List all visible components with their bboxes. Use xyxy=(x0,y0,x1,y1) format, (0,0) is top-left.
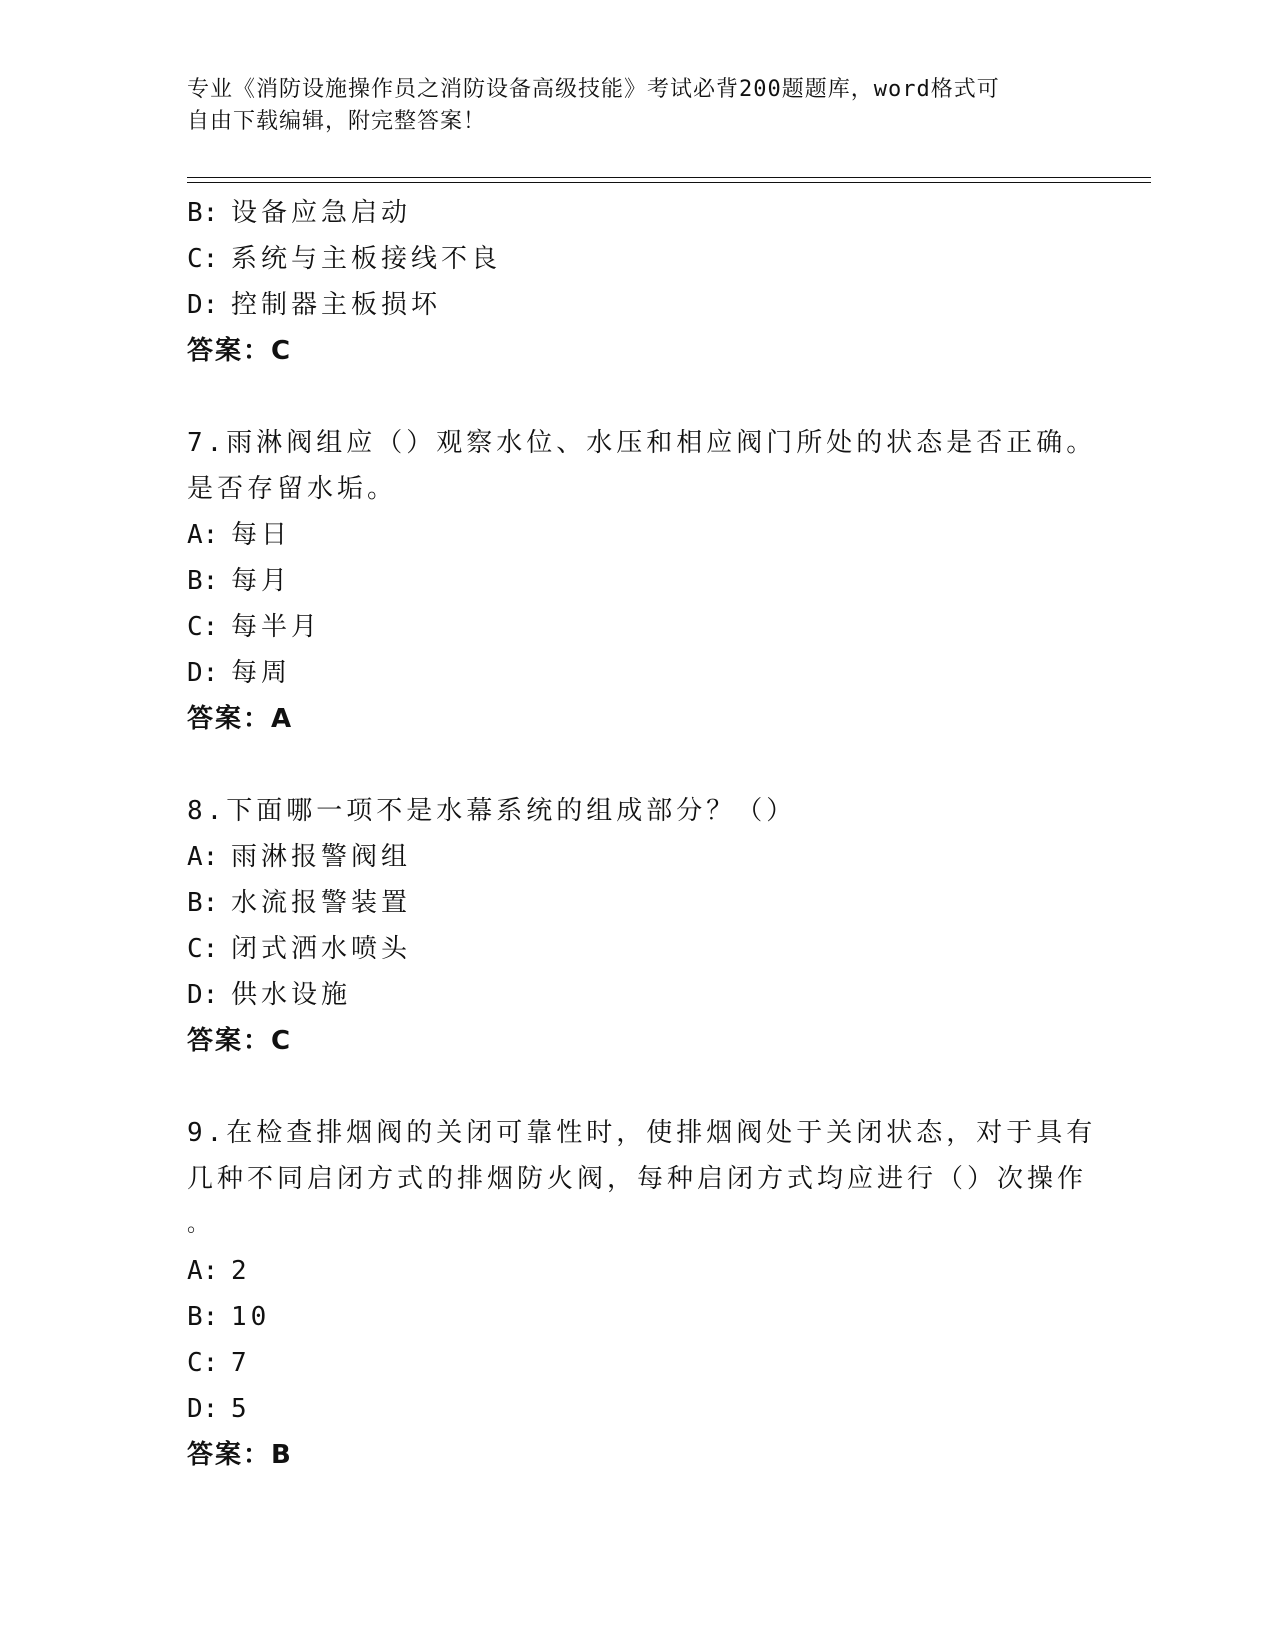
option-text: 7 xyxy=(231,1348,251,1378)
option-key: A: xyxy=(187,520,219,550)
option-text: 每日 xyxy=(231,520,292,550)
question-9 xyxy=(187,1110,1097,1478)
option-key: C: xyxy=(187,934,219,964)
option-key: C: xyxy=(187,612,219,642)
option-key: B: xyxy=(187,1302,219,1332)
option-a xyxy=(187,834,1087,880)
question-stem-line-3: 。 xyxy=(187,1212,214,1237)
spacer xyxy=(187,1064,1087,1110)
question-8 xyxy=(187,788,1087,1064)
option-text: 设备应急启动 xyxy=(231,198,412,228)
option-b xyxy=(187,1294,1087,1340)
question-stem-line-1: 8.下面哪一项不是水幕系统的组成部分？（） xyxy=(187,796,797,826)
option-text: 每半月 xyxy=(231,612,322,642)
option-text: 5 xyxy=(231,1394,251,1424)
option-d xyxy=(187,1386,1087,1432)
option-key: B: xyxy=(187,566,219,596)
option-d xyxy=(187,972,1087,1018)
option-key: C: xyxy=(187,244,219,274)
option-key: A: xyxy=(187,842,219,872)
spacer xyxy=(187,374,1087,420)
question-stem-line-1: 9.在检查排烟阀的关闭可靠性时，使排烟阀处于关闭状态，对于具有 xyxy=(187,1118,1097,1148)
option-key: A: xyxy=(187,1256,219,1286)
option-c xyxy=(187,926,1087,972)
question-stem-line-2: 几种不同启闭方式的排烟防火阀，每种启闭方式均应进行（）次操作 xyxy=(187,1164,1088,1194)
header-divider-bottom xyxy=(187,182,1151,183)
option-c xyxy=(187,604,1087,650)
option-c xyxy=(187,1340,1087,1386)
question-stem-line-2: 是否存留水垢。 xyxy=(187,474,398,504)
option-text: 系统与主板接线不良 xyxy=(231,244,502,274)
option-key: C: xyxy=(187,1348,219,1378)
header-line-1: 专业《消防设施操作员之消防设备高级技能》考试必背200题题库，word格式可 xyxy=(187,77,1000,102)
option-text: 控制器主板损坏 xyxy=(231,290,442,320)
option-b xyxy=(187,190,1087,236)
option-a xyxy=(187,512,1087,558)
option-key: D: xyxy=(187,1394,219,1424)
option-text: 闭式洒水喷头 xyxy=(231,934,412,964)
document-header xyxy=(187,74,1067,138)
option-text: 供水设施 xyxy=(231,980,352,1010)
option-text: 每月 xyxy=(231,566,292,596)
answer-line: 答案：B xyxy=(187,1440,293,1470)
option-text: 雨淋报警阀组 xyxy=(231,842,412,872)
question-7 xyxy=(187,420,1097,742)
option-d xyxy=(187,282,1087,328)
spacer xyxy=(187,742,1087,788)
option-c xyxy=(187,236,1087,282)
option-key: B: xyxy=(187,198,219,228)
option-text: 10 xyxy=(231,1302,271,1332)
option-key: B: xyxy=(187,888,219,918)
option-b xyxy=(187,880,1087,926)
answer-line: 答案：C xyxy=(187,1026,293,1056)
option-a xyxy=(187,1248,1087,1294)
option-d xyxy=(187,650,1087,696)
question-6-partial xyxy=(187,190,1087,374)
option-b xyxy=(187,558,1087,604)
option-key: D: xyxy=(187,980,219,1010)
question-list xyxy=(187,190,1097,1478)
option-text: 每周 xyxy=(231,658,292,688)
question-stem-line-1: 7.雨淋阀组应（）观察水位、水压和相应阀门所处的状态是否正确。 xyxy=(187,428,1097,458)
answer-line: 答案：C xyxy=(187,336,293,366)
header-line-2: 自由下载编辑，附完整答案！ xyxy=(187,109,487,134)
option-text: 2 xyxy=(231,1256,251,1286)
option-key: D: xyxy=(187,658,219,688)
option-text: 水流报警装置 xyxy=(231,888,412,918)
option-key: D: xyxy=(187,290,219,320)
answer-line: 答案：A xyxy=(187,704,294,734)
header-divider-top xyxy=(187,177,1151,178)
